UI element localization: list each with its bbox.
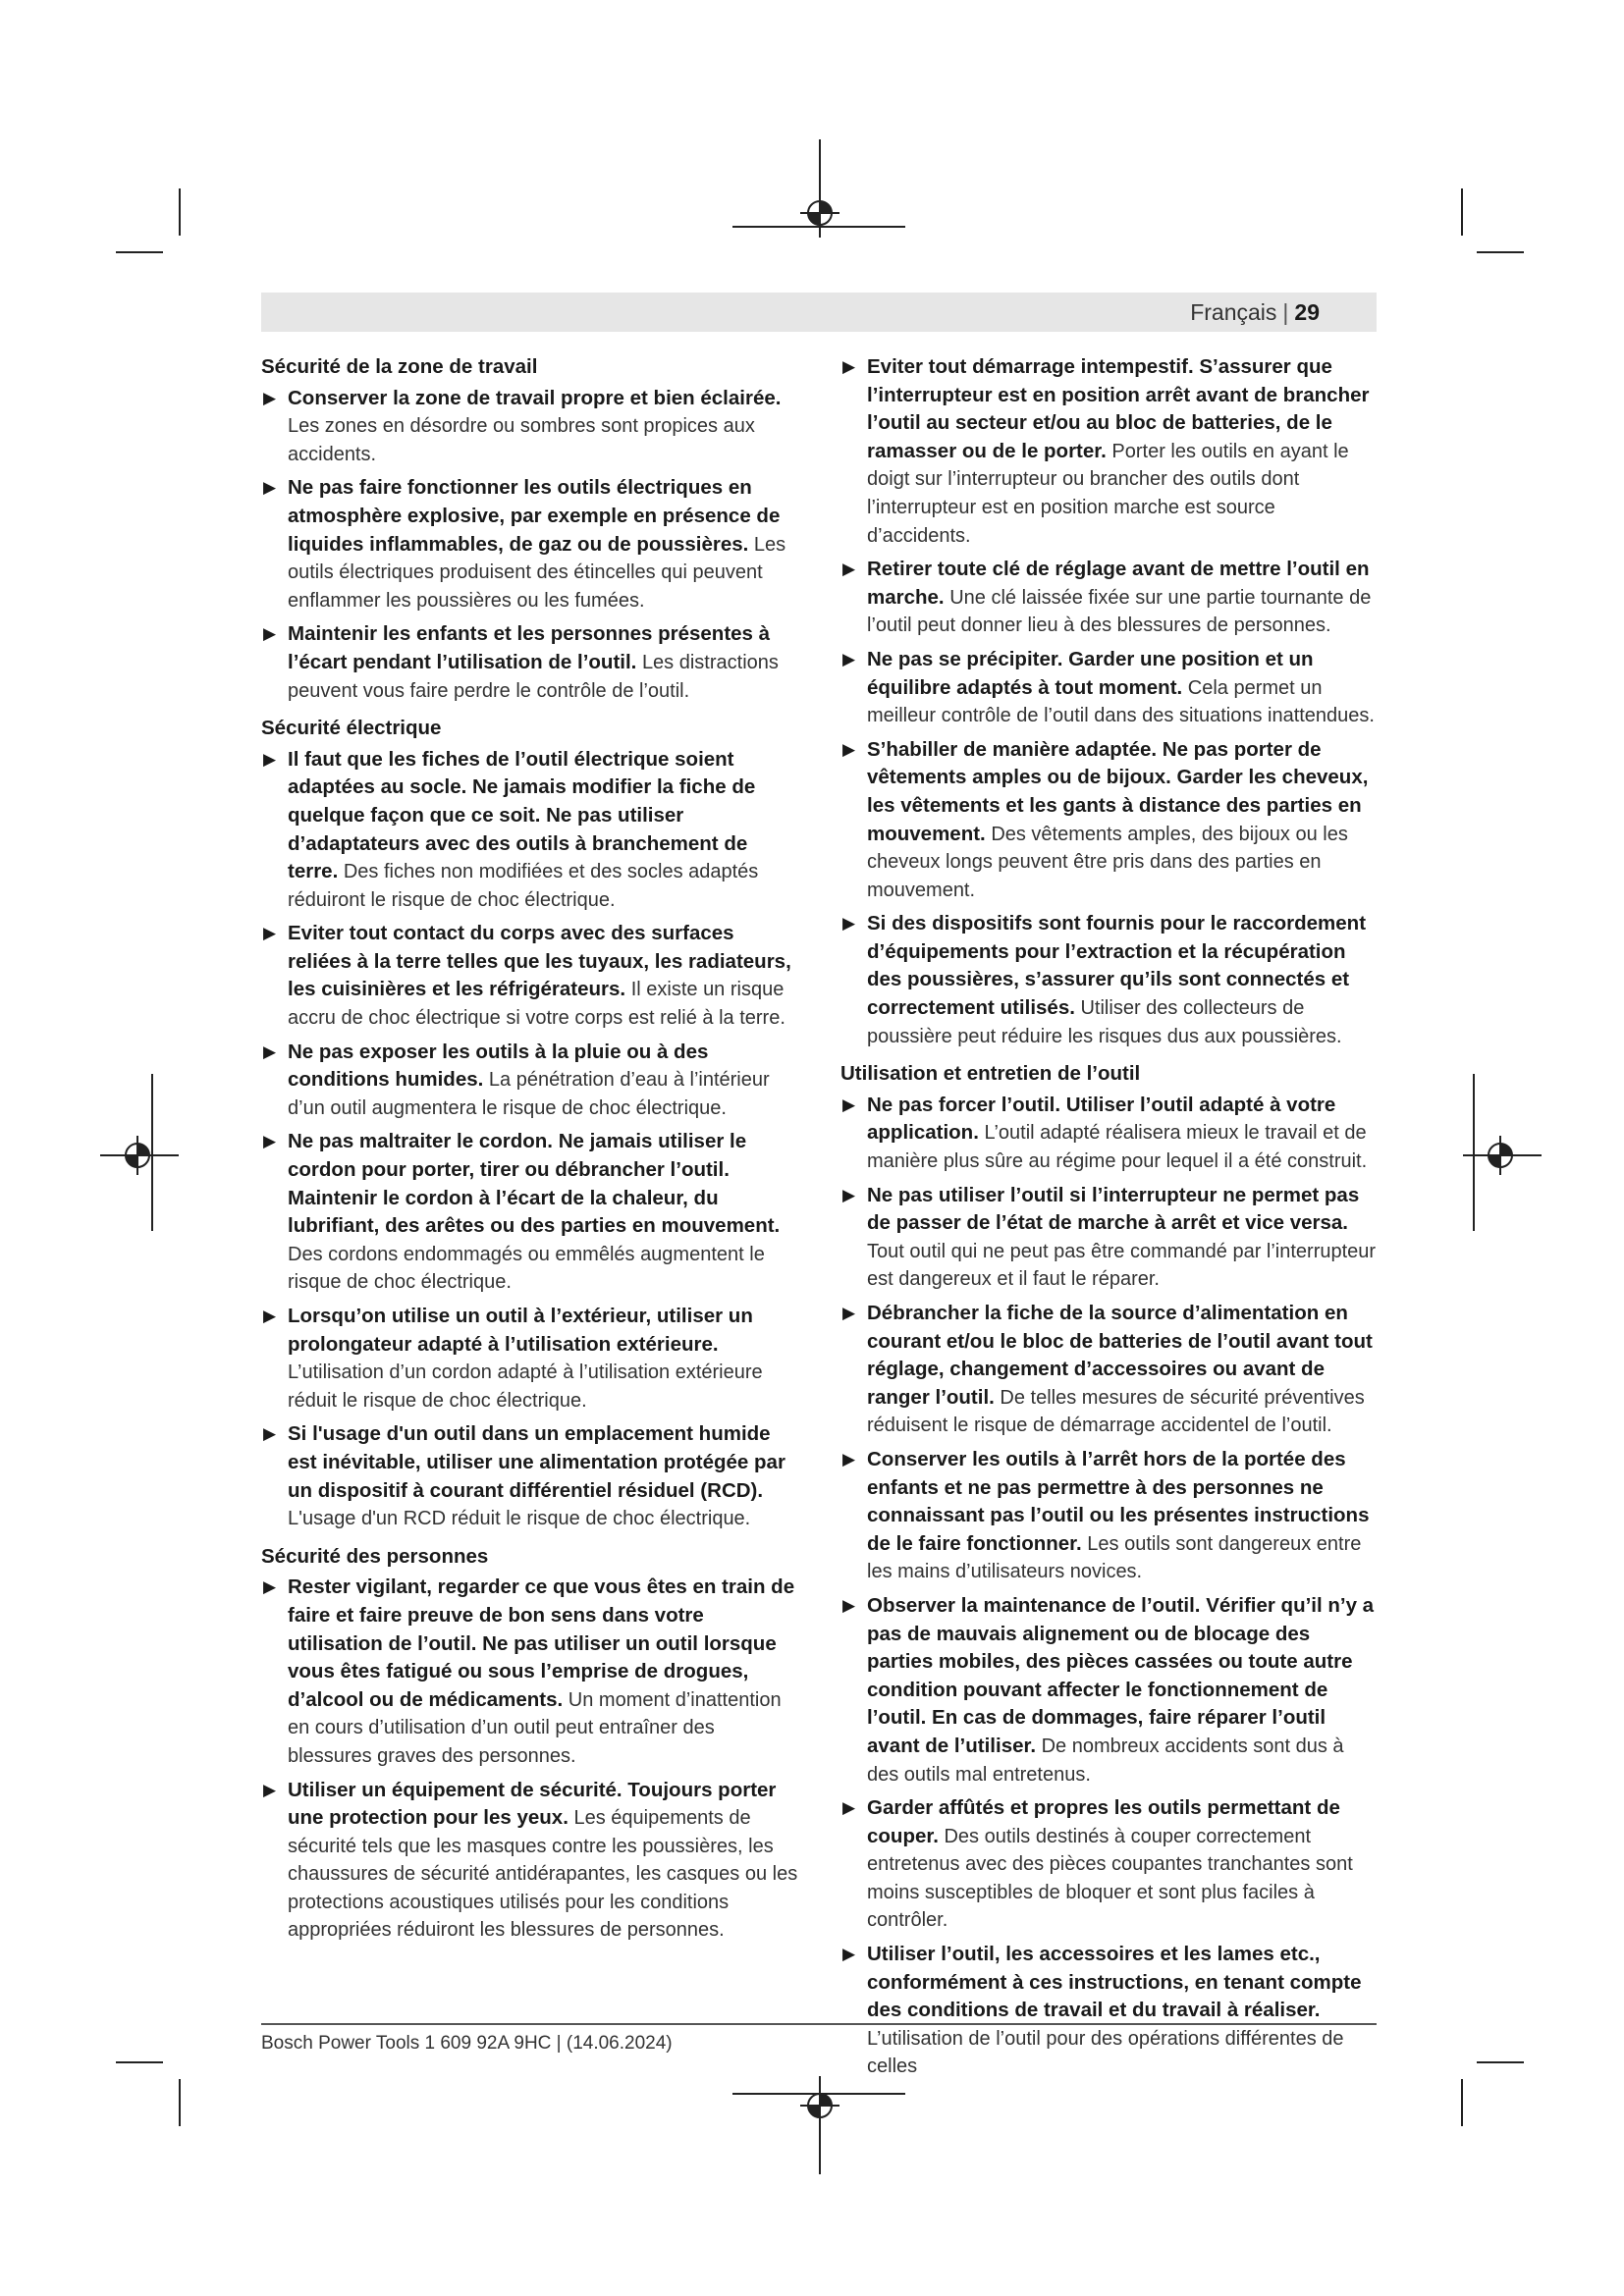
bullet-arrow-icon: ▶ [842, 1945, 856, 1964]
bullet-arrow-icon: ▶ [842, 560, 856, 579]
bullet-arrow-icon: ▶ [263, 749, 277, 769]
bullet-arrow-icon: ▶ [263, 1577, 277, 1597]
list-item [261, 620, 799, 705]
list-item [840, 353, 1377, 550]
bullet-arrow-icon: ▶ [842, 1449, 856, 1468]
bullet-arrow-icon: ▶ [263, 388, 277, 407]
section-title: Sécurité électrique [261, 717, 442, 740]
item-text: L’outil adapté réalisera mieux le travail et de manière plus sûre au régime pour lequel il a été construit. [867, 1122, 1368, 1173]
item-bold-text: Eviter tout démarrage intempestif. S’assurer que l’interrupteur est en position arrêt avant de brancher l’outil au secteur et/ou au bloc de batteries, de le ramasser ou de le porter. [867, 355, 1370, 462]
list-item [261, 1128, 799, 1297]
item-bold-text: Ne pas faire fonctionner les outils électriques en atmosphère explosive, par exemple en présence de liquides inflammables, de gaz ou de poussières. [288, 476, 781, 556]
item-text: Tout outil qui ne peut pas être commandé par l’interrupteur est dangereux et il faut le réparer. [867, 1240, 1377, 1291]
crop-mark [116, 251, 163, 253]
item-text: L’utilisation de l’outil pour des opérations différentes de celles [867, 2027, 1344, 2078]
item-bold-text: S’habiller de manière adaptée. Ne pas porter de vêtements amples ou de bijoux. Garder les cheveux, les vêtements et les gants à distance des parties en mouvement. [867, 737, 1369, 845]
item-text: Il existe un risque accru de choc électrique si votre corps est relié à la terre. [288, 979, 785, 1030]
item-text: De telles mesures de sécurité préventives réduisent le risque de démarrage accidentel de l’outil. [867, 1386, 1365, 1437]
item-bold-text: Garder affûtés et propres les outils permettant de couper. [867, 1796, 1340, 1847]
bullet-arrow-icon: ▶ [842, 914, 856, 934]
bullet-arrow-icon: ▶ [842, 649, 856, 668]
item-text: Des cordons endommagés ou emmêlés augmentent le risque de choc électrique. [288, 1243, 765, 1294]
bullet-arrow-icon: ▶ [263, 1041, 277, 1061]
registration-mark-icon [1481, 1136, 1520, 1175]
list-item [840, 1794, 1377, 1935]
item-text: Des fiches non modifiées et des socles adaptés réduiront le risque de choc électrique. [288, 861, 759, 911]
page-header [261, 293, 1377, 332]
item-bold-text: Débrancher la fiche de la source d’alimentation en courant et/ou le bloc de batteries de l’outil avant tout réglage, changement d’accessoires ou avant de ranger l’outil. [867, 1302, 1373, 1409]
list-item [261, 1574, 799, 1770]
item-bold-text: Ne pas forcer l’outil. Utiliser l’outil adapté à votre application. [867, 1093, 1336, 1145]
registration-line [1473, 1074, 1475, 1231]
item-text: Une clé laissée fixée sur une partie tournante de l’outil peut donner lieu à des blessures de personnes. [867, 586, 1372, 637]
item-text: Les outils sont dangereux entre les mains d’utilisateurs novices. [867, 1532, 1362, 1583]
list-item [261, 920, 799, 1032]
registration-mark-icon [118, 1136, 157, 1175]
list-item [840, 1941, 1377, 2081]
footer-rule [261, 2023, 1377, 2025]
item-text: L’utilisation d’un cordon adapté à l’utilisation extérieure réduit le risque de choc électrique. [288, 1362, 763, 1412]
section-title: Sécurité des personnes [261, 1544, 489, 1568]
item-bold-text: Ne pas exposer les outils à la pluie ou à des conditions humides. [288, 1040, 709, 1092]
list-item [840, 646, 1377, 730]
registration-mark-icon [800, 2086, 839, 2125]
item-text: La pénétration d’eau à l’intérieur d’un outil augmentera le risque de choc électrique. [288, 1069, 770, 1119]
item-bold-text: Si l'usage d'un outil dans un emplacement humide est inévitable, utiliser une alimentation protégée par un dispositif à courant différentiel résiduel (RCD). [288, 1422, 785, 1502]
list-item [840, 736, 1377, 905]
bullet-arrow-icon: ▶ [263, 924, 277, 943]
item-text: Des vêtements amples, des bijoux ou les cheveux longs peuvent être pris dans des parties en mouvement. [867, 823, 1348, 901]
list-item [261, 1777, 799, 1946]
item-text: Utiliser des collecteurs de poussière peut réduire les risques dus aux poussières. [867, 997, 1342, 1047]
item-bold-text: Utiliser un équipement de sécurité. Toujours porter une protection pour les yeux. [288, 1778, 777, 1830]
item-bold-text: Si des dispositifs sont fournis pour le raccordement d’équipements pour l’extraction et la récupération des poussières, s’assurer qu’ils sont connectés et correctement utilisés. [867, 912, 1367, 1020]
item-bold-text: Utiliser l’outil, les accessoires et les lames etc., conformément à ces instructions, en tenant compte des conditions de travail et du travail à réaliser. [867, 1943, 1362, 2022]
item-bold-text: Retirer toute clé de réglage avant de mettre l’outil en marche. [867, 558, 1370, 609]
header-language: Français [1190, 299, 1277, 325]
item-text: Des outils destinés à couper correctement entretenus avec des pièces coupantes tranchantes sont moins susceptibles de bloquer et sont plus faciles à contrôler. [867, 1825, 1353, 1932]
crop-mark [1461, 188, 1463, 236]
bullet-arrow-icon: ▶ [263, 1307, 277, 1325]
list-item [261, 474, 799, 614]
list-item [840, 1182, 1377, 1294]
item-bold-text: Observer la maintenance de l’outil. Vérifier qu’il n’y a pas de mauvais alignement ou de blocage des parties mobiles, des pièces cassées ou toute autre condition pouvant affecter le fonctionnement de l’outil. En cas de dommages, faire réparer l’outil avant de l’utiliser. [867, 1593, 1375, 1757]
bullet-arrow-icon: ▶ [263, 1132, 277, 1151]
item-bold-text: Conserver les outils à l’arrêt hors de la portée des enfants et ne pas permettre à des personnes ne connaissant pas l’outil ou les présentes instructions de le faire fonctionner. [867, 1447, 1370, 1555]
item-bold-text: Maintenir les enfants et les personnes présentes à l’écart pendant l’utilisation de l’outil. [288, 622, 771, 673]
list-item [261, 1039, 799, 1123]
list-item [840, 556, 1377, 640]
bullet-arrow-icon: ▶ [263, 478, 277, 498]
section-title: Sécurité de la zone de travail [261, 355, 538, 378]
bullet-arrow-icon: ▶ [842, 1595, 856, 1615]
list-item [261, 1303, 799, 1415]
item-bold-text: Ne pas se précipiter. Garder une position et un équilibre adaptés à tout moment. [867, 647, 1314, 699]
page-number: 29 [1294, 299, 1320, 325]
footer-text: Bosch Power Tools 1 609 92A 9HC | (14.06.2024) [261, 2033, 673, 2054]
item-text: Cela permet un meilleur contrôle de l’outil dans des situations inattendues. [867, 676, 1375, 727]
crop-mark [179, 188, 181, 236]
crop-mark [1477, 251, 1524, 253]
crop-mark [179, 2079, 181, 2126]
crop-mark [1461, 2079, 1463, 2126]
bullet-arrow-icon: ▶ [842, 1095, 856, 1114]
list-item [261, 1420, 799, 1532]
list-item [840, 1300, 1377, 1440]
item-bold-text: Lorsqu’on utilise un outil à l’extérieur, utiliser un prolongateur adapté à l’utilisation extérieure. [288, 1305, 753, 1356]
crop-mark [1477, 2061, 1524, 2063]
item-text: Un moment d’inattention en cours d’utilisation d’un outil peut entraîner des blessures graves des personnes. [288, 1688, 782, 1767]
item-bold-text: Ne pas maltraiter le cordon. Ne jamais utiliser le cordon pour porter, tirer ou débrancher l’outil. Maintenir le cordon à l’écart de la chaleur, du lubrifiant, des arêtes ou des parties en mouvement. [288, 1130, 781, 1238]
bullet-arrow-icon: ▶ [263, 624, 277, 644]
bullet-arrow-icon: ▶ [842, 357, 856, 376]
item-bold-text: Ne pas utiliser l’outil si l’interrupteur ne permet pas de passer de l’état de marche à arrêt et vice versa. [867, 1183, 1360, 1235]
item-text: De nombreux accidents sont dus à des outils mal entretenus. [867, 1735, 1344, 1786]
bullet-arrow-icon: ▶ [842, 739, 856, 759]
item-text: L'usage d'un RCD réduit le risque de choc électrique. [288, 1508, 751, 1530]
item-text: Les outils électriques produisent des étincelles qui peuvent enflammer les poussières ou les fumées. [288, 533, 786, 612]
item-bold-text: Eviter tout contact du corps avec des surfaces reliées à la terre telles que les tuyaux, les radiateurs, les cuisinières et les réfrigérateurs. [288, 922, 791, 1001]
bullet-arrow-icon: ▶ [842, 1185, 856, 1204]
right-column [840, 353, 1377, 2087]
list-item [840, 1446, 1377, 1586]
bullet-arrow-icon: ▶ [263, 1424, 277, 1444]
item-text: Les distractions peuvent vous faire perdre le contrôle de l’outil. [288, 651, 779, 702]
left-column [261, 353, 799, 1950]
registration-mark-icon [800, 193, 839, 233]
header-text: Français | 29 [1190, 299, 1320, 325]
list-item [840, 1092, 1377, 1176]
item-text: Les équipements de sécurité tels que les masques contre les poussières, les chaussures de sécurité antidérapantes, les casques ou les protections acoustiques utilisés pour les conditions appropriées réduiront les blessures de personnes. [288, 1807, 798, 1942]
list-item [261, 746, 799, 915]
list-item [840, 910, 1377, 1050]
bullet-arrow-icon: ▶ [263, 1780, 277, 1799]
item-bold-text: Conserver la zone de travail propre et bien éclairée. [288, 386, 782, 409]
crop-mark [116, 2061, 163, 2063]
bullet-arrow-icon: ▶ [842, 1798, 856, 1818]
section-title: Utilisation et entretien de l’outil [840, 1062, 1141, 1086]
bullet-arrow-icon: ▶ [842, 1304, 856, 1322]
item-text: Porter les outils en ayant le doigt sur l’interrupteur ou brancher des outils dont l’interrupteur est en position marche est source d’accidents. [867, 440, 1349, 547]
item-text: Les zones en désordre ou sombres sont propices aux accidents. [288, 415, 755, 465]
list-item [840, 1592, 1377, 1789]
list-item [261, 385, 799, 469]
item-bold-text: Rester vigilant, regarder ce que vous êtes en train de faire et faire preuve de bon sens dans votre utilisation de l’outil. Ne pas utiliser un outil lorsque vous êtes fatigué ou sous l’emprise de drogues, d’alcool ou de médicaments. [288, 1575, 795, 1711]
item-bold-text: Il faut que les fiches de l’outil électrique soient adaptées au socle. Ne jamais modifier la fiche de quelque façon que ce soit. Ne pas utiliser d’adaptateurs avec des outils à branchement de terre. [288, 747, 756, 883]
